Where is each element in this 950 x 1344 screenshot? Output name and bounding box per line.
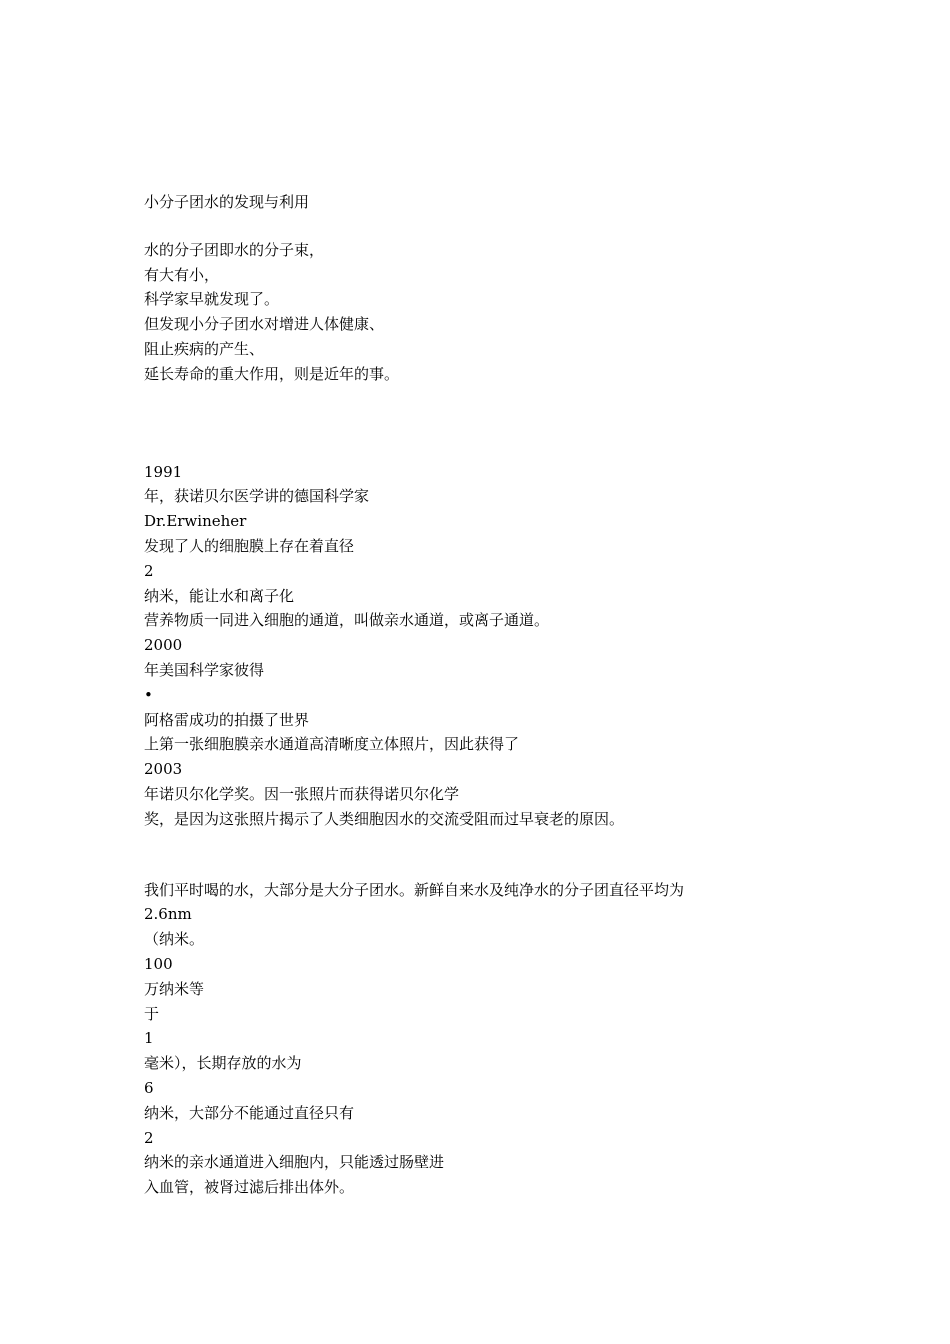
text-line: 营养物质一同进入细胞的通道，叫做亲水通道，或离子通道。 — [144, 611, 550, 630]
text-line: 有大有小， — [144, 265, 220, 284]
text-line: 毫米），长期存放的水为 — [144, 1054, 302, 1073]
text-line: 纳米，能让水和离子化 — [144, 586, 295, 605]
paragraph-water-molecules — [144, 878, 824, 1200]
paragraph-intro — [144, 238, 824, 387]
text-line: 上第一张细胞膜亲水通道高清晰度立体照片，因此获得了 — [144, 735, 520, 754]
text-line: 我们平时喝的水，大部分是大分子团水。新鲜自来水及纯净水的分子团直径平均为 — [144, 880, 685, 899]
text-line: 入血管，被肾过滤后排出体外。 — [144, 1178, 355, 1197]
text-line: 奖，是因为这张照片揭示了人类细胞因水的交流受阻而过早衰老的原因。 — [144, 809, 625, 828]
text-line: 100 — [144, 954, 173, 973]
text-line: 2 — [144, 561, 154, 580]
text-line: 年，获诺贝尔医学讲的德国科学家 — [144, 487, 370, 506]
text-line: 2003 — [144, 760, 183, 779]
text-line: 年诺贝尔化学奖。因一张照片而获得诺贝尔化学 — [144, 784, 460, 803]
text-line: 万纳米等 — [144, 979, 205, 998]
text-line: 但发现小分子团水对增进人体健康、 — [144, 315, 385, 334]
text-line: 于 — [144, 1004, 160, 1023]
text-line: 水的分子团即水的分子束， — [144, 240, 325, 259]
paragraph-history — [144, 460, 824, 832]
text-line: 阿格雷成功的拍摄了世界 — [144, 710, 310, 729]
text-line: 2 — [144, 1128, 154, 1147]
text-line: • — [144, 685, 153, 704]
text-line: 1991 — [144, 462, 183, 481]
text-line: 1 — [144, 1029, 154, 1048]
text-line: 发现了人的细胞膜上存在着直径 — [144, 536, 355, 555]
text-line: 2000 — [144, 636, 183, 655]
paragraph-spacer — [144, 832, 824, 878]
text-line: 延长寿命的重大作用，则是近年的事。 — [144, 364, 400, 383]
document-title: 小分子团水的发现与利用 — [144, 193, 310, 211]
text-line: 2.6nm — [144, 905, 192, 924]
text-line: 纳米的亲水通道进入细胞内，只能透过肠壁进 — [144, 1153, 445, 1172]
text-line: 年美国科学家彼得 — [144, 660, 265, 679]
text-line: Dr.Erwineher — [144, 512, 247, 531]
text-line: 阻止疾病的产生、 — [144, 339, 265, 358]
paragraph-spacer — [144, 387, 824, 460]
text-line: 科学家早就发现了。 — [144, 290, 280, 309]
text-line: 6 — [144, 1078, 154, 1097]
document-body — [144, 190, 824, 1200]
text-line: （纳米。 — [144, 930, 205, 949]
text-line: 纳米，大部分不能通过直径只有 — [144, 1103, 355, 1122]
